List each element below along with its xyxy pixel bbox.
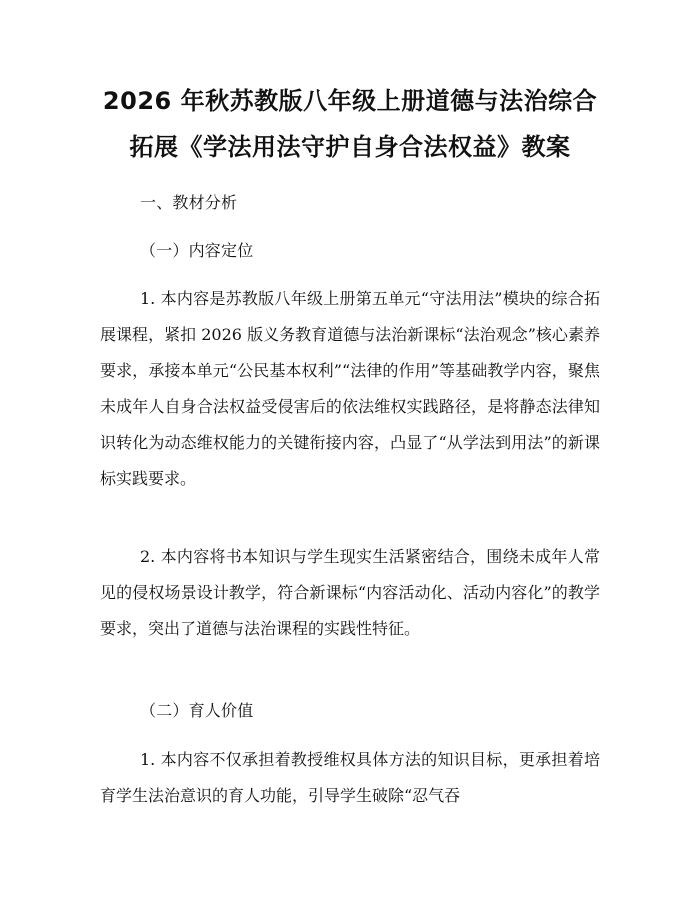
paragraph-content-positioning-1: 1. 本内容是苏教版八年级上册第五单元“守法用法”模块的综合拓展课程，紧扣 2026 版义务教育道德与法治新课标“法治观念”核心素养要求，承接本单元“公民基本权利”“法律的作用”等基础教学内容，聚焦未成年人自身合法权益受侵害后的依法维权实践路径，是将静态法律知识转化为动态维权能力的关键衔接内容，凸显了“从学法到用法”的新课标实践要求。 <box>100 289 600 488</box>
subsection-heading-content-positioning: （一）内容定位 <box>140 241 254 260</box>
paragraph-content-positioning-2: 2. 本内容将书本知识与学生现实生活紧密结合，围绕未成年人常见的侵权场景设计教学，符合新课标“内容活动化、活动内容化”的教学要求，突出了道德与法治课程的实践性特征。 <box>100 547 600 638</box>
document-title-line-1: 2026 年秋苏教版八年级上册道德与法治综合 <box>102 87 598 115</box>
document-title-line-2: 拓展《学法用法守护自身合法权益》教案 <box>129 133 571 161</box>
subsection-heading-educational-value: （二）育人价值 <box>140 701 254 720</box>
paragraph-educational-value-1: 1. 本内容不仅承担着教授维权具体方法的知识目标，更承担着培育学生法治意识的育人功能，引导学生破除“忍气吞 <box>100 750 600 805</box>
section-heading-textbook-analysis: 一、教材分析 <box>140 193 238 212</box>
